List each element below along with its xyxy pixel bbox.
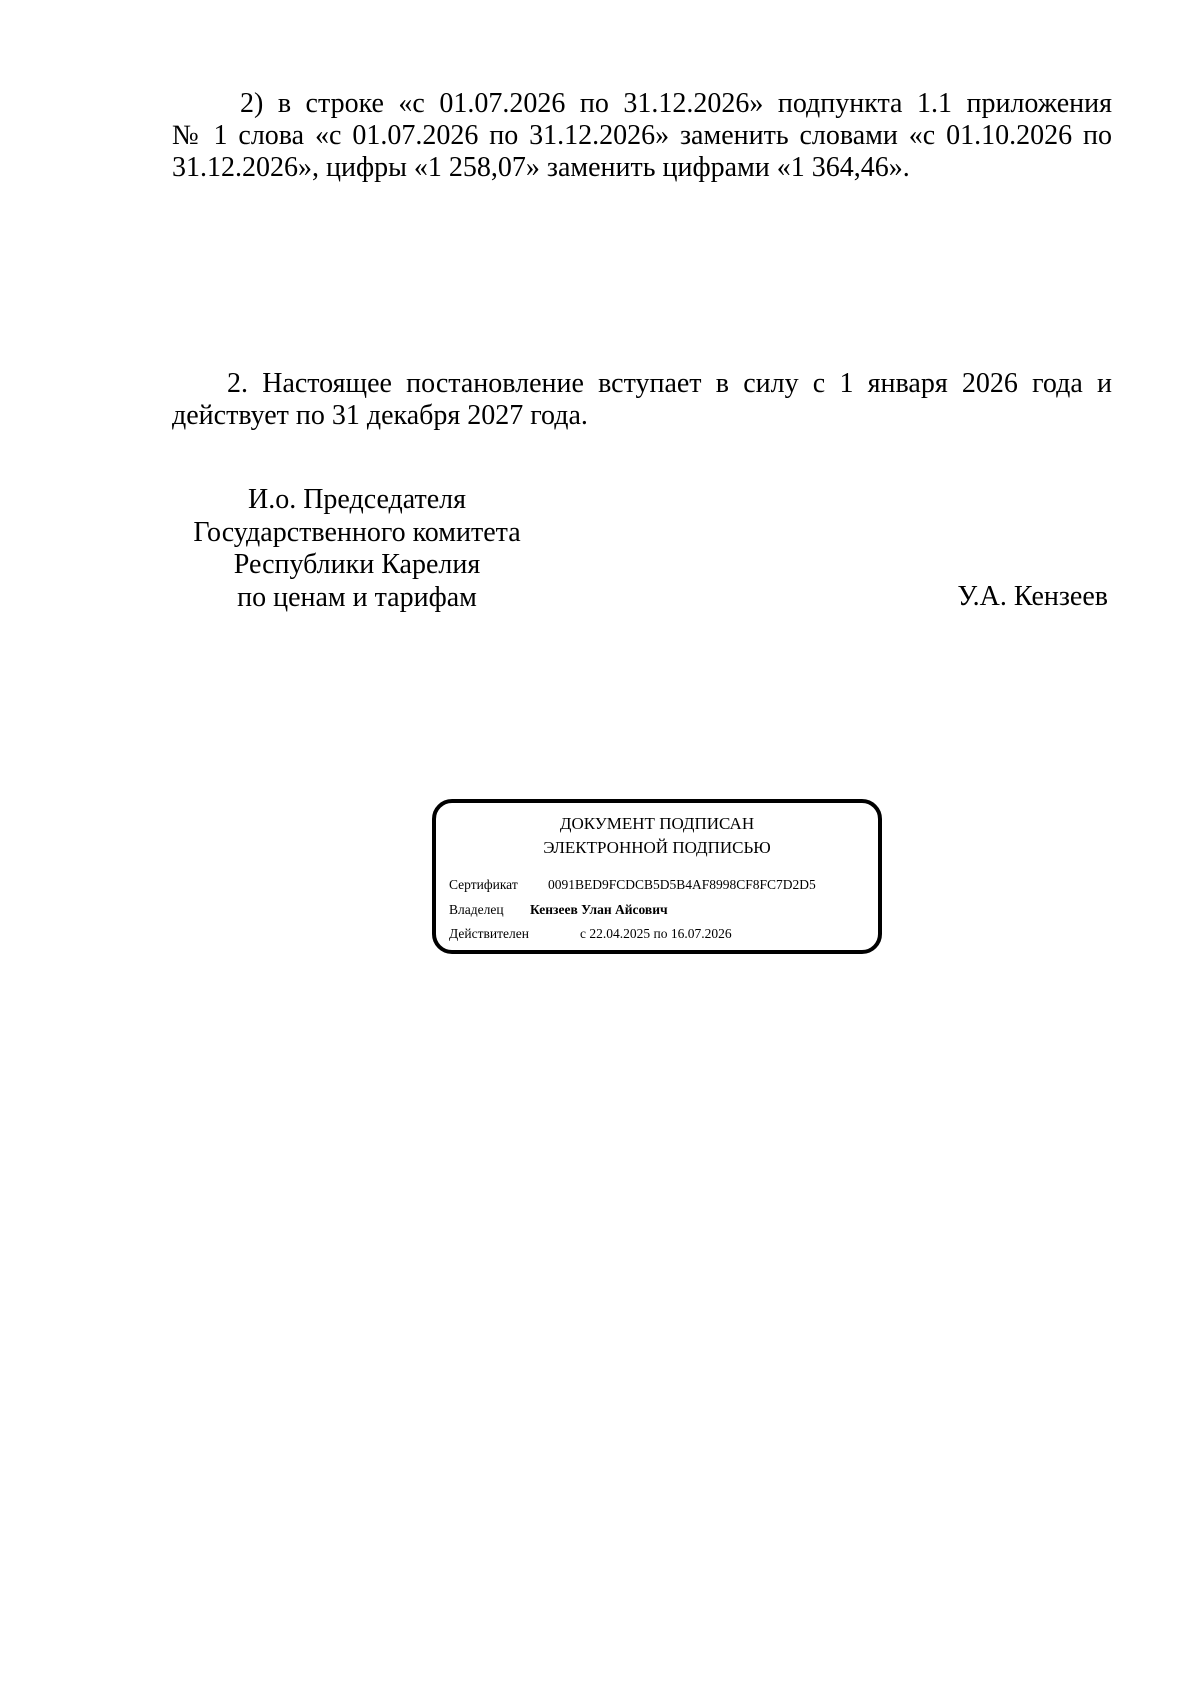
stamp-owner-label: Владелец: [449, 902, 504, 917]
stamp-owner-value: Кензеев Улан Айсович: [530, 902, 668, 917]
stamp-validity-value: с 22.04.2025 по 16.07.2026: [580, 926, 732, 941]
stamp-certificate-row: [449, 876, 816, 894]
amendment-line-2: № 1 слова «с 01.07.2026 по 31.12.2026» заменить словами «с 01.10.2026 по: [172, 120, 1112, 151]
effective-line-2: действует по 31 декабря 2027 года.: [172, 400, 588, 431]
stamp-title: [436, 812, 878, 860]
signer-position-line: И.о. Председателя: [247, 484, 467, 515]
stamp-owner-row: [449, 901, 668, 919]
amendment-line-1: [172, 88, 1112, 120]
stamp-validity-row: [449, 925, 732, 943]
effective-line-1-text: 2. Настоящее постановление вступает в силу с 1 января 2026 года и: [227, 368, 1112, 399]
effective-line-1: [172, 368, 1112, 400]
signer-position-line: по ценам и тарифам: [237, 581, 477, 613]
stamp-title-line: ЭЛЕКТРОННОЙ ПОДПИСЬЮ: [543, 838, 771, 857]
signer-position: [172, 484, 542, 614]
stamp-validity-label: Действителен: [449, 926, 529, 941]
electronic-signature-stamp: [432, 799, 882, 954]
amendment-line-1-text: 2) в строке «с 01.07.2026 по 31.12.2026» подпункта 1.1 приложения: [240, 88, 1112, 119]
signer-position-line: Республики Карелия: [233, 549, 481, 580]
stamp-certificate-value: 0091BED9FCDCB5D5B4AF8998CF8FC7D2D5: [548, 877, 816, 892]
amendment-line-3: 31.12.2026», цифры «1 258,07» заменить цифрами «1 364,46».: [172, 152, 910, 183]
signer-name: У.А. Кензеев: [957, 581, 1108, 612]
stamp-title-line: ДОКУМЕНТ ПОДПИСАН: [559, 814, 755, 833]
amendment-item-paragraph: [172, 88, 1112, 184]
stamp-certificate-label: Сертификат: [449, 877, 518, 892]
signer-position-line: Государственного комитета: [193, 516, 521, 548]
effective-clause-paragraph: [172, 368, 1112, 432]
